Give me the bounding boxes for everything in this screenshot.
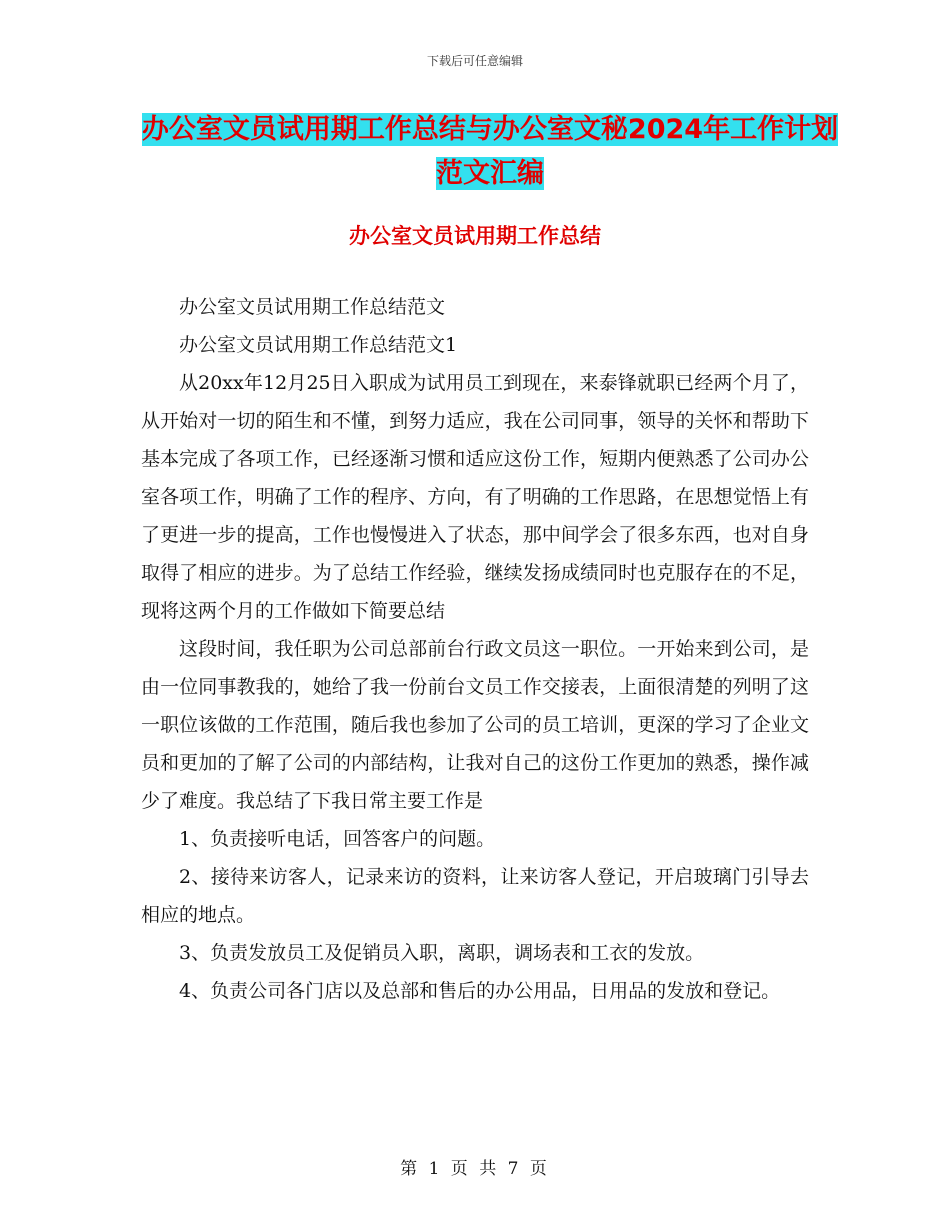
paragraph: 2、接待来访客人，记录来访的资料，让来访客人登记，开启玻璃门引导去相应的地点。: [141, 866, 809, 926]
paragraph: 办公室文员试用期工作总结范文: [179, 296, 446, 318]
paragraph: 1、负责接听电话，回答客户的问题。: [179, 828, 496, 850]
header-note: 下载后可任意编辑: [426, 54, 523, 68]
paragraph: 4、负责公司各门店以及总部和售后的办公用品，日用品的发放和登记。: [179, 980, 781, 1002]
section-title: 办公室文员试用期工作总结: [349, 224, 601, 248]
paragraph: 从20xx年12月25日入职成为试用员工到现在，来泰锋就职已经两个月了，从开始对一切的陌生和不懂，到努力适应，我在公司同事，领导的关怀和帮助下基本完成了各项工作，已经逐渐习惯和适应这份工作，短期内便熟悉了公司办公室各项工作，明确了工作的程序、方向，有了明确的工作思路，在思想觉悟上有了更进一步的提高，工作也慢慢进入了状态，那中间学会了很多东西，也对自身取得了相应的进步。为了总结工作经验，继续发扬成绩同时也克服存在的不足，现将这两个月的工作做如下简要总结: [141, 372, 809, 622]
document-title-text: 办公室文员试用期工作总结与办公室文秘2024年工作计划范文汇编: [141, 114, 839, 189]
document-body: [141, 288, 809, 1010]
paragraph: 3、负责发放员工及促销员入职，离职，调场表和工衣的发放。: [179, 942, 705, 964]
paragraph: 这段时间，我任职为公司总部前台行政文员这一职位。一开始来到公司，是由一位同事教我的，她给了我一份前台文员工作交接表，上面很清楚的列明了这一职位该做的工作范围，随后我也参加了公司的员工培训，更深的学习了企业文员和更加的了解了公司的内部结构，让我对自己的这份工作更加的熟悉，操作减少了难度。我总结了下我日常主要工作是: [141, 638, 809, 812]
page-indicator: 第 1 页 共 7 页: [400, 1159, 550, 1179]
document-title: [140, 108, 840, 196]
paragraph: 办公室文员试用期工作总结范文1: [179, 334, 458, 356]
